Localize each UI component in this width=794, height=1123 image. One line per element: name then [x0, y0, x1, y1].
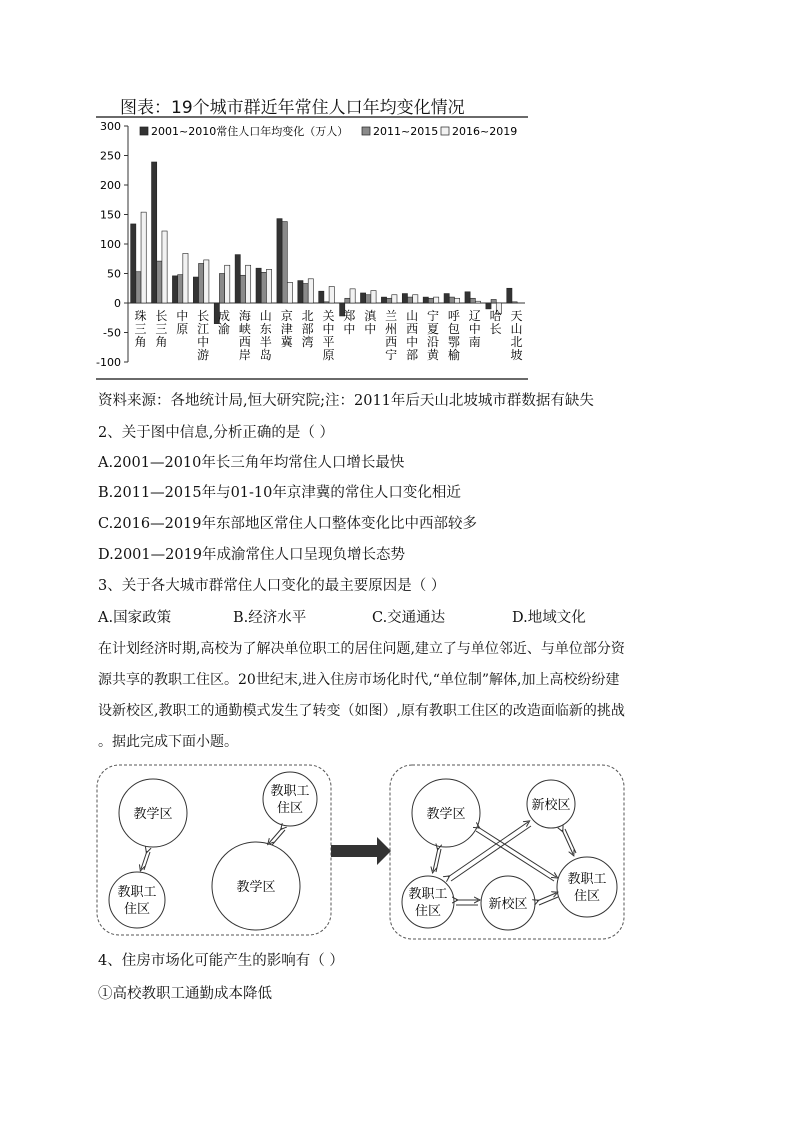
category-label: 榆 [447, 348, 460, 362]
bar-0-18 [507, 288, 512, 303]
q3-stem: 3、关于各大城市群常住人口变化的最主要原因是（ ） [98, 578, 446, 594]
legend-swatch-0 [140, 127, 148, 135]
bar-0-13 [402, 294, 407, 303]
chart-title: 图表：19个城市群近年常住人口年均变化情况 [120, 98, 465, 118]
category-label: 山 [510, 322, 523, 336]
category-label: 珠 [134, 309, 147, 323]
bar-0-7 [277, 219, 282, 303]
right-staff-left [402, 876, 454, 928]
bar-2-15 [454, 298, 459, 303]
bar-1-5 [240, 275, 245, 303]
right-staff-right-label-2: 住区 [573, 889, 601, 904]
left-staff-top-label-1: 教职工 [270, 784, 310, 799]
category-label: 州 [385, 322, 398, 336]
category-label: 山 [406, 309, 419, 323]
category-label: 兰 [385, 309, 398, 323]
right-staff-left-label-1: 教职工 [408, 887, 448, 902]
category-label: 黄 [426, 348, 439, 362]
category-label: 角 [134, 335, 147, 349]
bar-0-17 [486, 303, 491, 309]
category-label: 海 [238, 309, 251, 323]
bar-1-18 [512, 302, 517, 303]
category-label: 中 [197, 335, 210, 349]
category-label: 中 [468, 322, 481, 336]
bar-0-15 [444, 294, 449, 303]
category-label: 北 [510, 335, 523, 349]
category-label: 平 [322, 335, 335, 349]
category-label: 成 [218, 309, 231, 323]
category-label: 关 [322, 309, 335, 323]
category-label: 坡 [510, 348, 523, 362]
bar-0-0 [131, 224, 136, 303]
left-teaching-small-label: 教学区 [133, 807, 173, 822]
category-label: 中 [406, 335, 419, 349]
category-label: 山 [259, 309, 272, 323]
category-label: 长 [489, 322, 502, 336]
category-label: 中 [364, 322, 377, 336]
category-label: 东 [259, 322, 272, 336]
bar-1-6 [261, 272, 266, 303]
bar-0-12 [381, 297, 386, 303]
y-tick-label: 150 [100, 208, 121, 222]
right-staff-right [557, 857, 617, 917]
bar-2-4 [225, 265, 230, 303]
passage [98, 634, 698, 758]
bar-0-3 [193, 277, 198, 303]
category-label: 天 [510, 309, 523, 323]
legend-swatch-1 [362, 127, 370, 135]
bar-1-17 [491, 299, 496, 303]
y-tick-label: -50 [103, 326, 121, 340]
bar-1-13 [407, 297, 412, 303]
bar-1-9 [324, 302, 329, 303]
category-label: 角 [155, 335, 168, 349]
category-label: 中 [343, 322, 356, 336]
y-tick-label: 50 [107, 267, 121, 281]
right-new-campus-bottom-label: 新校区 [488, 897, 528, 912]
category-label: 湾 [301, 335, 314, 349]
category-label: 岛 [259, 348, 272, 362]
category-label: 半 [259, 335, 272, 349]
bar-2-8 [308, 279, 313, 303]
category-label: 原 [176, 322, 189, 336]
category-label: 部 [301, 322, 314, 336]
bar-2-5 [246, 265, 251, 303]
category-label: 原 [322, 348, 335, 362]
bar-0-14 [423, 297, 428, 303]
passage-line: 设新校区,教职工的通勤模式发生了转变（如图）,原有教职工住区的改造面临新的挑战 [98, 703, 625, 719]
category-label: 夏 [426, 322, 439, 336]
bar-2-14 [434, 297, 439, 303]
category-label: 冀 [280, 335, 293, 349]
bar-0-9 [319, 291, 324, 303]
right-teaching-label: 教学区 [426, 807, 466, 822]
category-label: 中 [322, 322, 335, 336]
bar-2-9 [329, 286, 334, 303]
y-tick-label: 300 [100, 120, 121, 133]
category-label: 北 [301, 309, 314, 323]
bar-2-16 [475, 301, 480, 303]
legend-swatch-2 [441, 127, 449, 135]
source-note: 资料来源：各地统计局,恒大研究院;注：2011年后天山北坡城市群数据有缺失 [98, 393, 594, 409]
bar-1-11 [366, 295, 371, 303]
bar-2-11 [371, 291, 376, 303]
bar-1-16 [470, 298, 475, 303]
left-staff-top-label-2: 住区 [276, 801, 304, 816]
bar-2-12 [392, 295, 397, 303]
q3-option-a: A.国家政策 [98, 610, 172, 626]
passage-line: 在计划经济时期,高校为了解决单位职工的居住问题,建立了与单位邻近、与单位部分资 [98, 641, 625, 657]
left-arrow-2 [269, 828, 285, 845]
bar-0-11 [360, 293, 365, 303]
y-tick-label: 200 [100, 179, 121, 192]
category-label: 京 [280, 309, 293, 323]
category-label: 郑 [343, 309, 356, 323]
category-label: 哈 [489, 309, 502, 323]
bar-1-8 [303, 284, 308, 303]
transition-arrow [331, 837, 391, 865]
legend-label-0: 2001~2010常住人口年均变化（万人） [151, 125, 349, 138]
category-label: 峡 [238, 322, 251, 336]
legend-label-2: 2016~2019 [452, 125, 518, 138]
bar-0-16 [465, 292, 470, 303]
q4-stem: 4、住房市场化可能产生的影响有（ ） [98, 953, 344, 969]
bar-2-6 [266, 269, 271, 303]
bar-1-7 [282, 222, 287, 303]
bar-2-0 [141, 212, 146, 303]
category-label: 沿 [426, 335, 439, 349]
bar-1-0 [136, 272, 141, 303]
commute-diagram [0, 755, 794, 945]
y-tick-label: 0 [114, 297, 121, 310]
passage-line: 源共享的教职工住区。20世纪末,进入住房市场化时代,“单位制”解体,加上高校纷纷建 [98, 672, 620, 688]
category-label: 中 [176, 309, 189, 323]
left-staff-top [263, 772, 317, 826]
bar-2-7 [287, 282, 292, 303]
right-staff-left-label-2: 住区 [414, 904, 442, 919]
category-label: 西 [385, 335, 398, 349]
category-label: 岸 [238, 348, 251, 362]
y-tick-label: 250 [100, 149, 121, 163]
y-tick-label: -100 [96, 356, 121, 369]
bar-0-8 [298, 281, 303, 303]
category-label: 宁 [426, 309, 439, 323]
bar-2-2 [183, 253, 188, 303]
category-label: 部 [406, 348, 419, 362]
category-label: 长 [155, 309, 168, 323]
bar-2-10 [350, 289, 355, 303]
bar-2-1 [162, 231, 167, 303]
bar-1-15 [449, 297, 454, 303]
q3-option-c: C.交通通达 [372, 610, 446, 626]
passage-line: 。据此完成下面小题。 [98, 734, 238, 750]
category-label: 三 [155, 322, 168, 336]
category-label: 三 [134, 322, 147, 336]
bar-1-10 [345, 298, 350, 303]
right-new-campus-top-label: 新校区 [531, 798, 571, 813]
bar-1-2 [178, 275, 183, 303]
category-label: 呼 [447, 309, 460, 323]
category-label: 南 [468, 335, 481, 349]
q2-option-b: B.2011—2015年与01-10年京津冀的常住人口变化相近 [98, 485, 461, 501]
q2-option-c: C.2016—2019年东部地区常住人口整体变化比中西部较多 [98, 516, 477, 532]
left-staff-bottom-label-1: 教职工 [117, 885, 157, 900]
q2-stem: 2、关于图中信息,分析正确的是（ ） [98, 425, 334, 441]
bar-1-12 [387, 298, 392, 303]
category-label: 西 [238, 335, 251, 349]
category-label: 滇 [364, 309, 377, 323]
bar-1-1 [157, 261, 162, 303]
left-staff-bottom-label-2: 住区 [123, 902, 151, 917]
bar-1-3 [199, 263, 204, 303]
bar-0-1 [152, 162, 157, 303]
category-label: 游 [197, 348, 210, 362]
legend-label-1: 2011~2015 [373, 125, 439, 138]
category-label: 包 [447, 322, 460, 336]
population-chart [0, 0, 794, 380]
bar-0-6 [256, 268, 261, 303]
left-staff-bottom [109, 872, 165, 928]
q2-option-d: D.2001—2019年成渝常住人口呈现负增长态势 [98, 547, 406, 563]
left-arrow-1 [141, 851, 150, 870]
bar-2-13 [413, 295, 418, 303]
bar-0-2 [172, 276, 177, 303]
category-label: 宁 [385, 348, 398, 362]
q4-item-1: ①高校教职工通勤成本降低 [98, 986, 272, 1002]
right-staff-right-label-1: 教职工 [567, 872, 607, 887]
left-teaching-big-label: 教学区 [236, 880, 276, 895]
bar-2-3 [204, 260, 209, 303]
category-label: 渝 [218, 322, 231, 336]
category-label: 长 [197, 309, 210, 323]
y-tick-label: 100 [100, 238, 121, 251]
bar-1-14 [428, 298, 433, 303]
q3-option-d: D.地域文化 [512, 610, 586, 626]
bar-0-5 [235, 255, 240, 303]
category-label: 津 [280, 322, 293, 336]
category-label: 鄂 [447, 335, 460, 349]
category-label: 西 [406, 322, 419, 336]
bar-1-4 [219, 274, 224, 304]
category-label: 江 [197, 322, 210, 336]
category-label: 辽 [468, 309, 481, 323]
q2-option-a: A.2001—2010年长三角年均常住人口增长最快 [98, 455, 405, 471]
q3-option-b: B.经济水平 [233, 610, 307, 626]
